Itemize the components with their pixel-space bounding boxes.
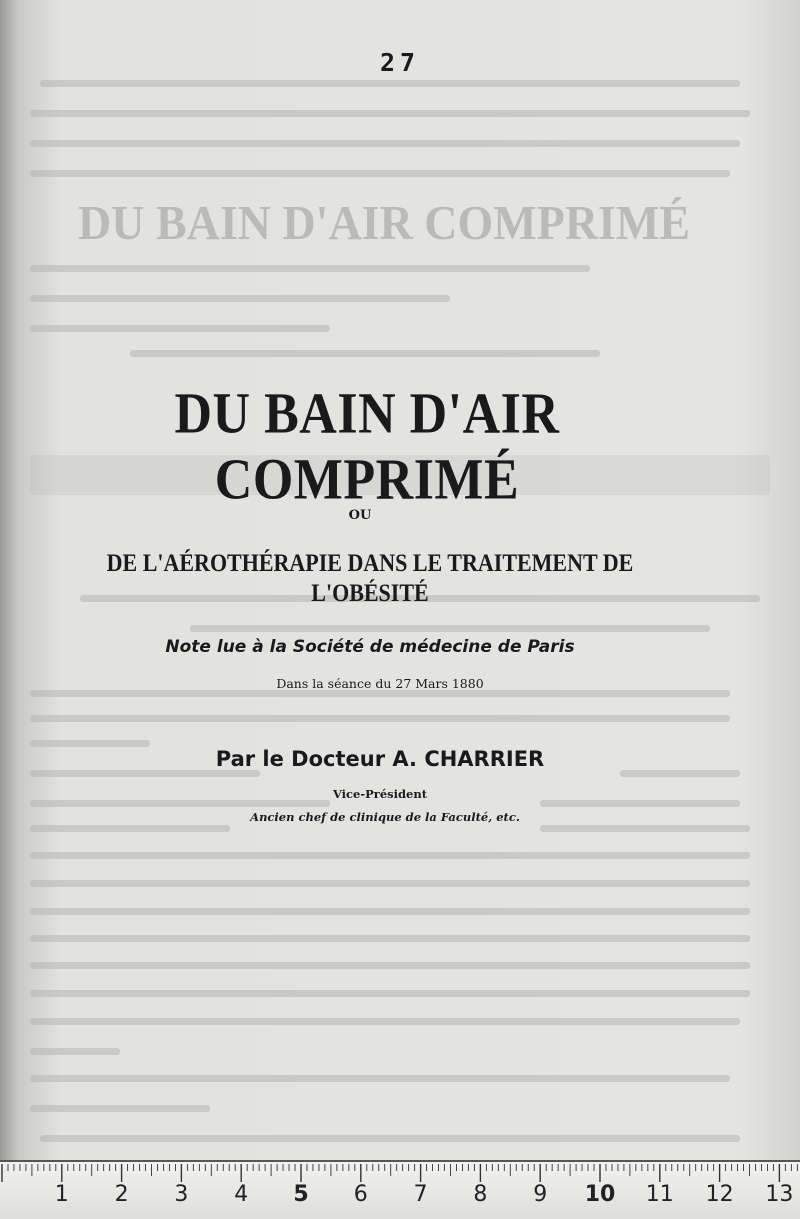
author-role: Vice-Président xyxy=(332,787,428,801)
measurement-ruler xyxy=(0,1160,800,1219)
note-line: Note lue à la Société de médecine de Paris xyxy=(165,637,575,657)
ruler-number: 2 xyxy=(114,1182,129,1207)
ruler-number: 4 xyxy=(234,1182,249,1207)
ruler-number: 7 xyxy=(413,1182,428,1207)
ruler-number: 6 xyxy=(353,1182,368,1207)
author-line: Par le Docteur A. CHARRIER xyxy=(215,747,545,771)
ruler-number: 10 xyxy=(584,1182,616,1207)
seance-line: Dans la séance du 27 Mars 1880 xyxy=(276,676,484,691)
author-former-role: Ancien chef de clinique de la Faculté, etc. xyxy=(250,810,520,824)
title-conjunction: OU xyxy=(348,508,372,523)
ruler-number: 3 xyxy=(174,1182,189,1207)
ruler-number: 12 xyxy=(705,1182,734,1207)
document-subtitle: DE L'AÉROTHÉRAPIE DANS LE TRAITEMENT DE L'OBÉSITÉ xyxy=(106,548,634,607)
document-title: DU BAIN D'AIR COMPRIMÉ xyxy=(174,382,560,512)
ruler-number: 5 xyxy=(293,1182,309,1207)
ruler-number: 9 xyxy=(533,1182,548,1207)
ruler-number: 11 xyxy=(645,1182,674,1207)
ruler-number: 8 xyxy=(473,1182,488,1207)
bleed-through-title: DU BAIN D'AIR COMPRIMÉ xyxy=(78,195,691,250)
ruler-number: 1 xyxy=(54,1182,69,1207)
page-number: 27 xyxy=(379,48,421,77)
ruler-number: 13 xyxy=(765,1182,794,1207)
